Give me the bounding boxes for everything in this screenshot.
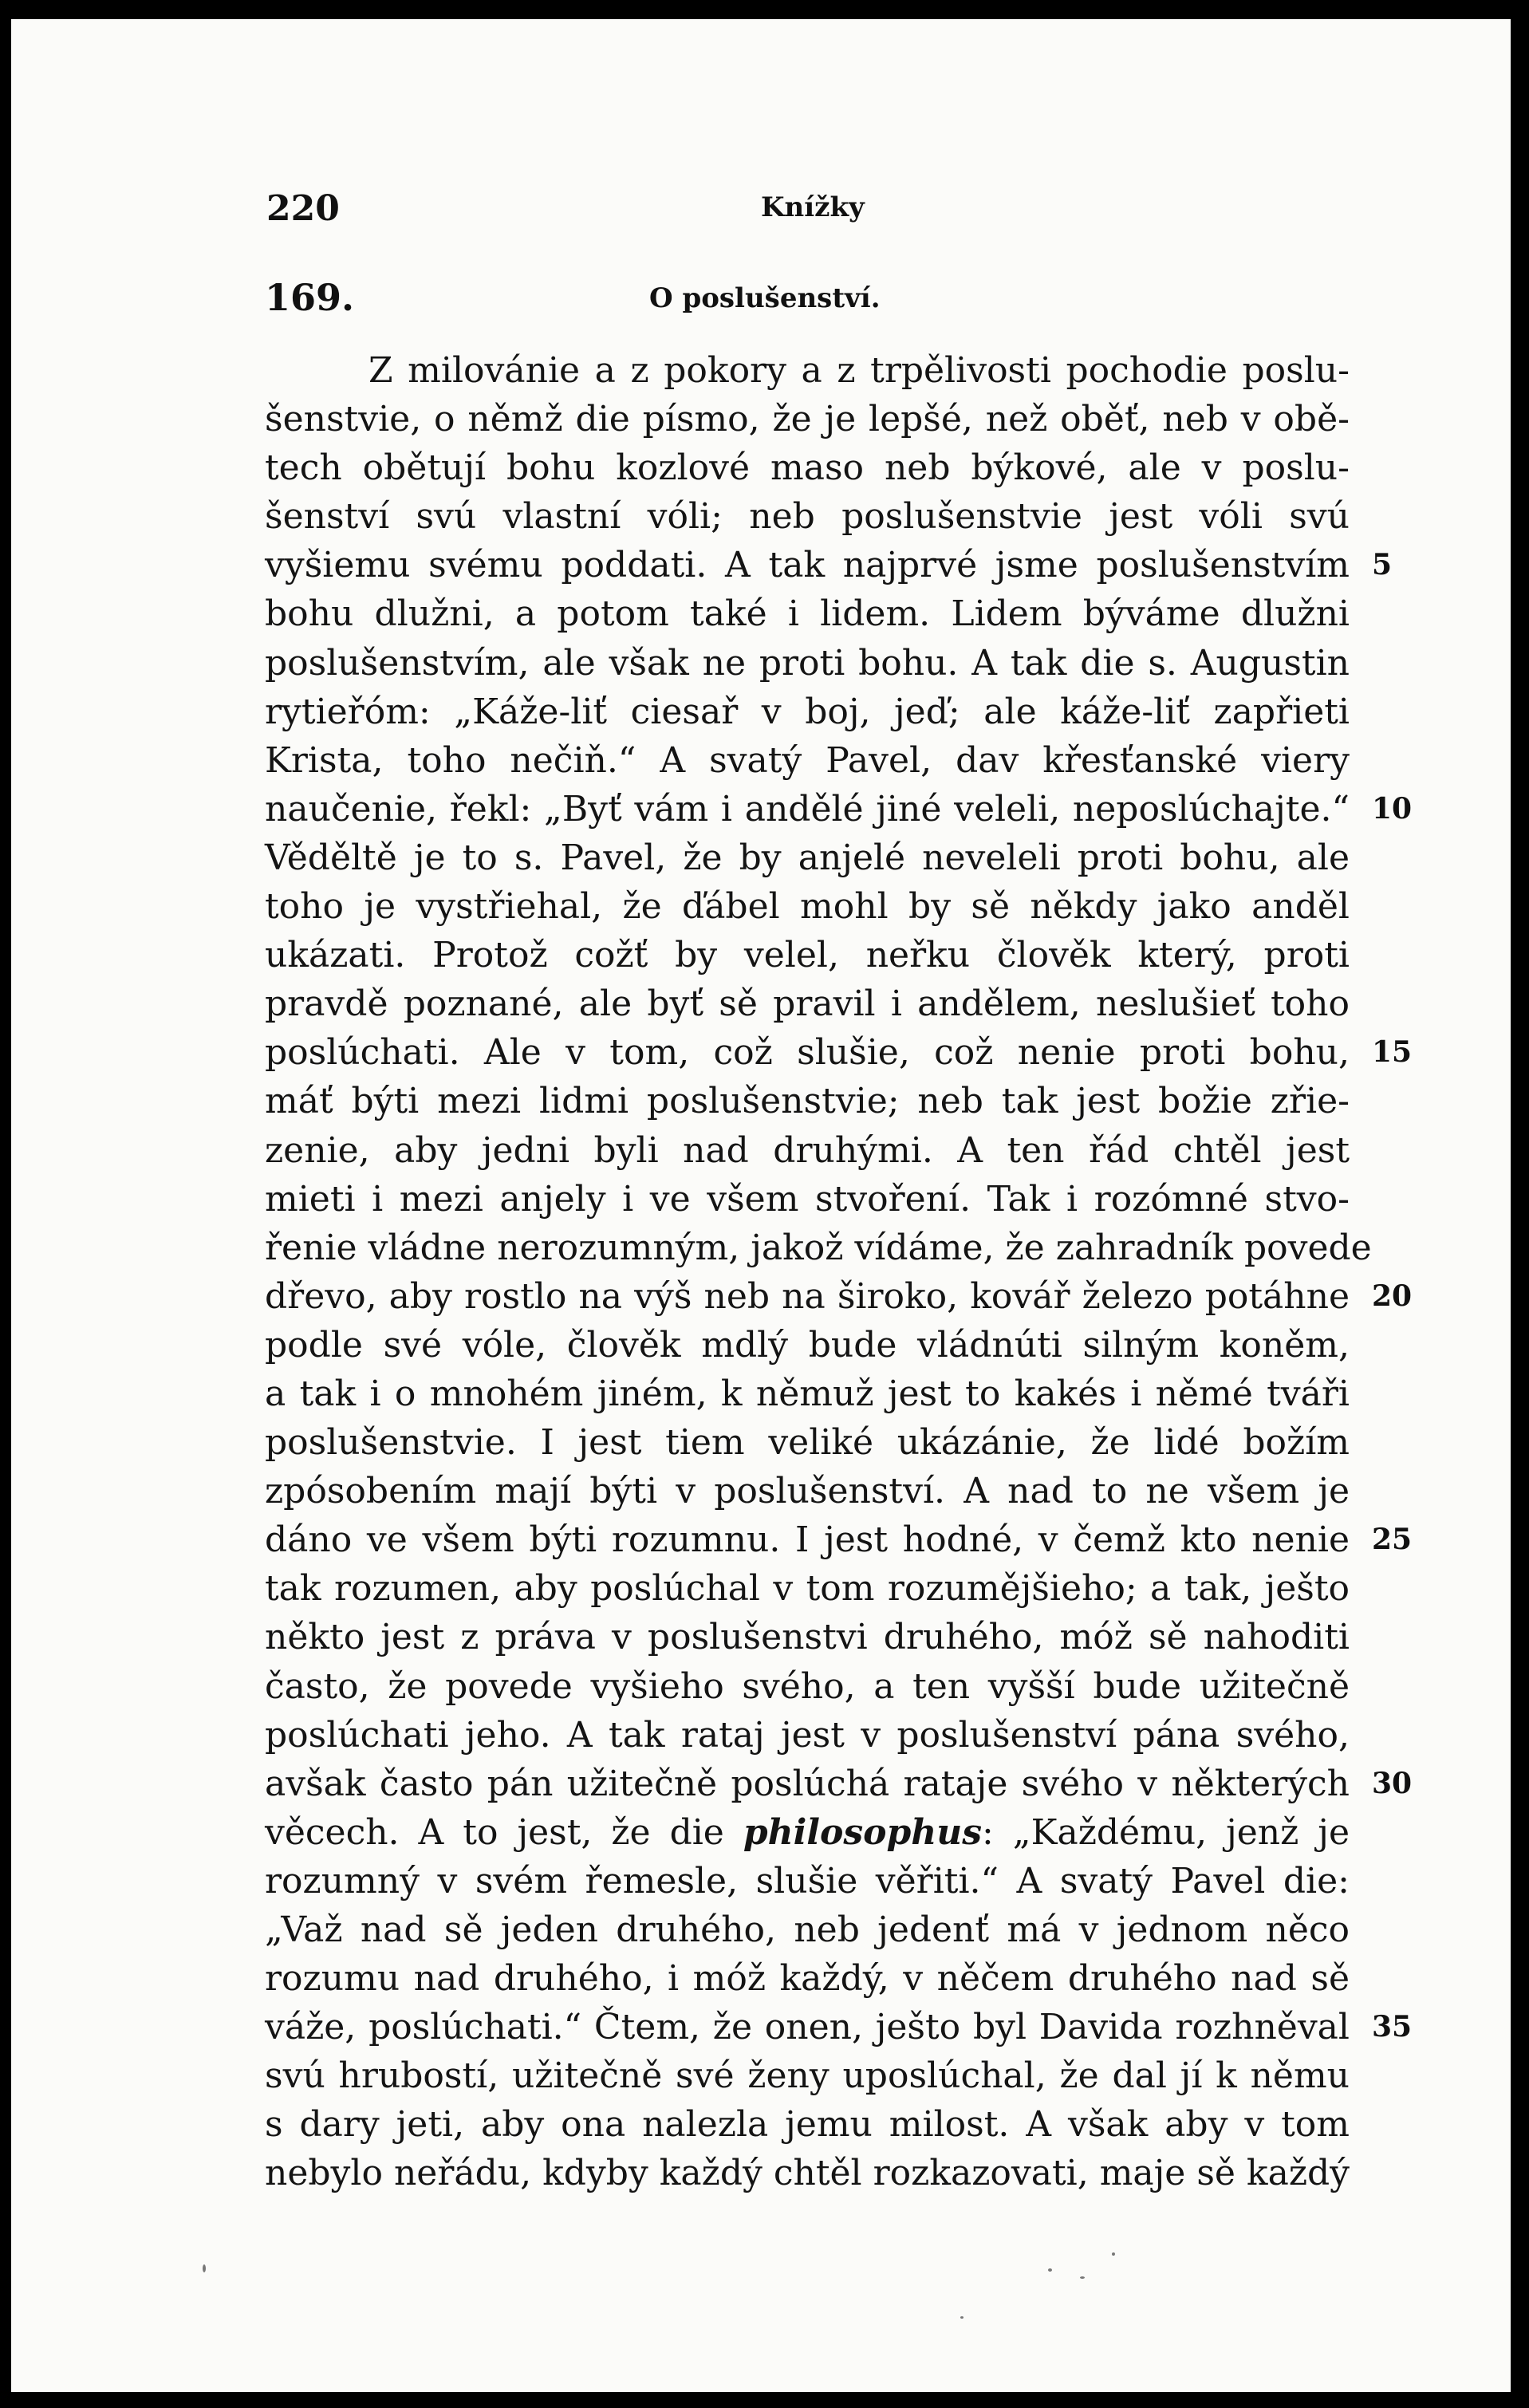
scan-speck xyxy=(960,2316,964,2319)
text-line: váže, poslúchati.“ Čtem, že onen, ješto byl Davida rozhněval xyxy=(265,2007,1350,2048)
text-line: poslúchati jeho. A tak rataj jest v poslušenství pána svého, xyxy=(265,1714,1350,1756)
text-line: šenství svú vlastní vóli; neb poslušenstvie jest vóli svú xyxy=(265,496,1350,538)
text-line: tech obětují bohu kozlové maso neb býkové, ale v poslu- xyxy=(265,447,1350,489)
running-title: Knížky xyxy=(761,191,865,223)
text-line: ukázati. Protož cožť by velel, neřku člověk který, proti xyxy=(265,935,1350,976)
text-line: rytieřóm: „Káže-liť ciesař v boj, jeď; ale káže-liť zapřieti xyxy=(265,691,1350,732)
text-line: Krista, toho nečiň.“ A svatý Pavel, dav křesťanské viery xyxy=(265,739,1350,781)
text-line: svú hrubostí, užitečně své ženy uposlúchal, že dal jí k němu xyxy=(265,2055,1350,2097)
text-line: rozumný v svém řemesle, slušie věřiti.“ A svatý Pavel die: xyxy=(265,1860,1350,1902)
text-line: mieti i mezi anjely i ve všem stvoření. Tak i rozómné stvo- xyxy=(265,1178,1350,1220)
text-line: naučenie, řekl: „Byť vám i andělé jiné veleli, neposlúchajte.“ xyxy=(265,788,1350,830)
text-line: dáno ve všem býti rozumnu. I jest hodné, v čemž kto nenie xyxy=(265,1519,1350,1561)
scan-speck xyxy=(1080,2276,1085,2279)
line-number: 15 xyxy=(1372,1035,1413,1070)
text-line: rozumu nad druhého, i móž každý, v něčem druhého nad sě xyxy=(265,1958,1350,2000)
line-number: 20 xyxy=(1372,1279,1413,1313)
text-line: a tak i o mnohém jiném, k němuž jest to kakés i němé tváři xyxy=(265,1373,1350,1414)
text-line: máť býti mezi lidmi poslušenstvie; neb tak jest božie zřie- xyxy=(265,1081,1350,1122)
scan-speck xyxy=(1048,2268,1052,2272)
text-line: poslušenstvie. I jest tiem veliké ukázánie, že lidé božím xyxy=(265,1422,1350,1464)
text-line-philosophus xyxy=(265,1808,1350,1857)
line-number: 25 xyxy=(1372,1523,1413,1557)
line-number: 35 xyxy=(1372,2010,1413,2044)
text-line: pravdě poznané, ale byť sě pravil i andělem, neslušieť toho xyxy=(265,983,1350,1025)
scan-speck xyxy=(203,2264,206,2272)
text-span: : „Každému, jenž je xyxy=(982,1811,1350,1853)
line-number: 10 xyxy=(1372,791,1413,826)
text-line: často, že povede vyšieho svého, a ten vyšší bude užitečně xyxy=(265,1665,1350,1707)
text-line: avšak často pán užitečně poslúchá rataje svého v některých xyxy=(265,1763,1350,1804)
body-text xyxy=(265,346,1372,2198)
text-line: řenie vládne nerozumným, jakož vídáme, že zahradník povede xyxy=(265,1227,1372,1268)
text-line: Věděltě je to s. Pavel, že by anjelé neveleli proti bohu, ale xyxy=(265,837,1350,878)
text-line: poslušenstvím, ale však ne proti bohu. A tak die s. Augustin xyxy=(265,642,1350,684)
section-title: O poslušenství. xyxy=(649,282,881,314)
running-head xyxy=(11,188,1511,236)
text-line: nebylo neřádu, kdyby každý chtěl rozkazovati, maje sě každý xyxy=(265,2153,1350,2194)
text-line: bohu dlužni, a potom také i lidem. Lidem býváme dlužni xyxy=(265,593,1350,635)
line-number: 5 xyxy=(1372,548,1393,582)
text-line: zpósobením mají býti v poslušenství. A nad to ne všem je xyxy=(265,1471,1350,1512)
text-line: zenie, aby jedni byli nad druhými. A ten řád chtěl jest xyxy=(265,1129,1350,1171)
text-line: poslúchati. Ale v tom, což slušie, což nenie proti bohu, xyxy=(265,1032,1350,1074)
text-line: „Važ nad sě jeden druhého, neb jedenť má v jednom něco xyxy=(265,1909,1350,1950)
section-number: 169. xyxy=(265,276,355,319)
text-line: někto jest z práva v poslušenstvi druhého, móž sě nahoditi xyxy=(265,1617,1350,1658)
text-line: dřevo, aby rostlo na výš neb na široko, kovář železo potáhne xyxy=(265,1275,1350,1317)
italic-word: philosophus xyxy=(743,1811,982,1853)
line-number: 30 xyxy=(1372,1766,1413,1800)
page-number: 220 xyxy=(266,188,340,229)
text-line: šenstvie, o němž die písmo, že je lepšé, než oběť, neb v obě- xyxy=(265,399,1350,440)
text-line: s dary jeti, aby ona nalezla jemu milost. A však aby v tom xyxy=(265,2104,1350,2146)
book-page xyxy=(11,19,1511,2392)
text-line: tak rozumen, aby poslúchal v tom rozumějšieho; a tak, ješto xyxy=(265,1568,1350,1610)
text-line: vyšiemu svému poddati. A tak najprvé jsme poslušenstvím xyxy=(265,545,1350,586)
text-line: toho je vystřiehal, že ďábel mohl by sě někdy jako anděl xyxy=(265,886,1350,928)
text-span: věcech. A to jest, že die xyxy=(265,1811,743,1853)
scan-speck xyxy=(1112,2252,1115,2256)
text-line: Z milovánie a z pokory a z trpělivosti pochodie poslu- xyxy=(368,350,1350,391)
text-line: podle své vóle, člověk mdlý bude vládnúti silným koněm, xyxy=(265,1324,1350,1366)
